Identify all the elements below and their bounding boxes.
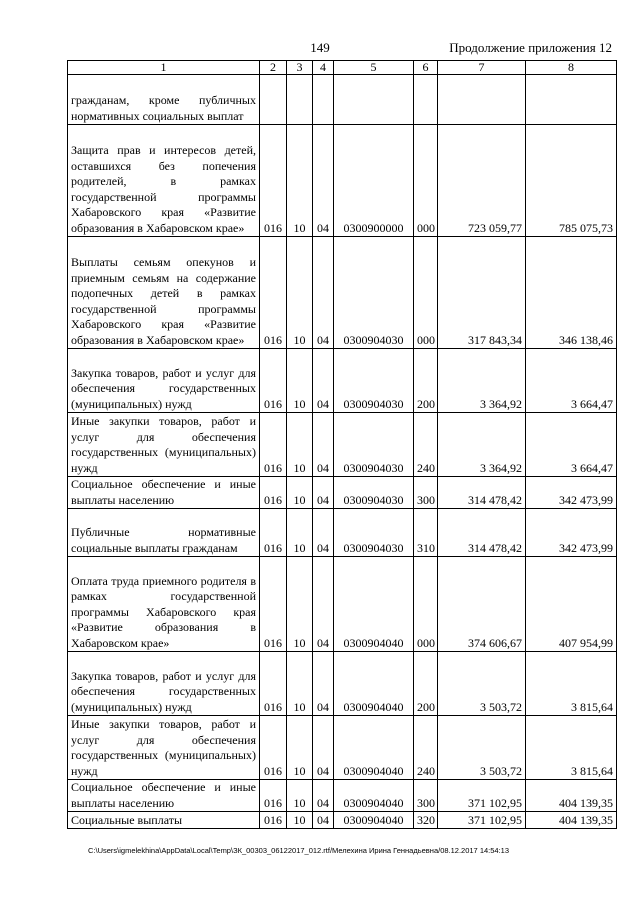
cell-admin-code: 016 [260,509,287,557]
cell-name: Выплаты семьям опекунов и приемным семьям на содержание подопечных детей в рамках государственной программы Хабаровского края «Развитие образования в Хабаровском крае» [68,237,260,349]
cell-target-article: 0300900000 [334,125,414,237]
cell-amount-2018 [438,75,526,125]
table-row [68,477,617,509]
cell-section: 10 [287,780,313,812]
page-number: 149 [310,40,330,55]
column-header: 1 [68,61,260,75]
cell-admin-code: 016 [260,125,287,237]
cell-name: Социальные выплаты [68,812,260,829]
table-row [68,349,617,413]
cell-subsection: 04 [313,557,334,652]
cell-expense-type: 200 [414,349,438,413]
cell-target-article: 0300904030 [334,509,414,557]
cell-amount-2019: 342 473,99 [526,477,617,509]
cell-admin-code: 016 [260,477,287,509]
table-row [68,125,617,237]
cell-name: Защита прав и интересов детей, оставшихся без попечения родителей, в рамках государственной программы Хабаровского края «Развитие образования в Хабаровском крае» [68,125,260,237]
cell-target-article: 0300904040 [334,716,414,780]
cell-name: гражданам, кроме публичных нормативных социальных выплат [68,75,260,125]
cell-expense-type [414,75,438,125]
footer-file-path: C:\Users\igmelekhina\AppData\Local\Temp\ЗК_00303_06122017_012.rtf/Мелехина Ирина Геннадьевна/08.12.2017 14:54:13 [88,846,510,855]
cell-target-article: 0300904030 [334,413,414,477]
cell-target-article: 0300904030 [334,237,414,349]
cell-subsection: 04 [313,477,334,509]
cell-amount-2019 [526,75,617,125]
cell-amount-2019: 3 815,64 [526,716,617,780]
cell-section: 10 [287,557,313,652]
cell-admin-code: 016 [260,349,287,413]
cell-expense-type: 000 [414,237,438,349]
column-header: 3 [287,61,313,75]
cell-amount-2018: 314 478,42 [438,477,526,509]
appendix-caption: Продолжение приложения 12 [449,40,612,55]
cell-subsection [313,75,334,125]
cell-amount-2019: 3 664,47 [526,349,617,413]
cell-expense-type: 000 [414,125,438,237]
cell-section: 10 [287,349,313,413]
cell-amount-2019: 3 664,47 [526,413,617,477]
table-body [68,61,617,829]
cell-admin-code: 016 [260,812,287,829]
cell-amount-2019: 407 954,99 [526,557,617,652]
cell-expense-type: 200 [414,652,438,716]
cell-target-article: 0300904040 [334,780,414,812]
cell-expense-type: 300 [414,780,438,812]
cell-expense-type: 310 [414,509,438,557]
cell-target-article: 0300904040 [334,812,414,829]
cell-subsection: 04 [313,716,334,780]
table-row [68,652,617,716]
cell-expense-type: 240 [414,716,438,780]
cell-subsection: 04 [313,780,334,812]
cell-subsection: 04 [313,125,334,237]
cell-name: Закупка товаров, работ и услуг для обеспечения государственных (муниципальных) нужд [68,349,260,413]
cell-section: 10 [287,237,313,349]
cell-target-article: 0300904040 [334,557,414,652]
cell-expense-type: 300 [414,477,438,509]
cell-admin-code: 016 [260,716,287,780]
cell-admin-code: 016 [260,557,287,652]
cell-expense-type: 240 [414,413,438,477]
cell-admin-code: 016 [260,780,287,812]
cell-amount-2018: 723 059,77 [438,125,526,237]
cell-subsection: 04 [313,812,334,829]
cell-amount-2019: 342 473,99 [526,509,617,557]
cell-amount-2018: 3 503,72 [438,716,526,780]
cell-target-article: 0300904040 [334,652,414,716]
table-row [68,413,617,477]
cell-amount-2018: 314 478,42 [438,509,526,557]
cell-section: 10 [287,413,313,477]
cell-admin-code: 016 [260,237,287,349]
column-header: 4 [313,61,334,75]
budget-table [67,60,617,829]
cell-section: 10 [287,716,313,780]
cell-name: Иные закупки товаров, работ и услуг для обеспечения государственных (муниципальных) нужд [68,716,260,780]
cell-amount-2019: 3 815,64 [526,652,617,716]
cell-subsection: 04 [313,237,334,349]
cell-amount-2019: 404 139,35 [526,812,617,829]
cell-amount-2018: 3 364,92 [438,413,526,477]
cell-expense-type: 000 [414,557,438,652]
cell-subsection: 04 [313,413,334,477]
cell-section [287,75,313,125]
column-header: 6 [414,61,438,75]
table-row [68,812,617,829]
cell-name: Иные закупки товаров, работ и услуг для обеспечения государственных (муниципальных) нужд [68,413,260,477]
table-row [68,557,617,652]
table-row [68,75,617,125]
cell-amount-2018: 3 503,72 [438,652,526,716]
cell-amount-2019: 785 075,73 [526,125,617,237]
cell-name: Оплата труда приемного родителя в рамках государственной программы Хабаровского края «Развитие образования в Хабаровском крае» [68,557,260,652]
cell-amount-2018: 3 364,92 [438,349,526,413]
cell-name: Закупка товаров, работ и услуг для обеспечения государственных (муниципальных) нужд [68,652,260,716]
cell-name: Социальное обеспечение и иные выплаты населению [68,477,260,509]
cell-subsection: 04 [313,349,334,413]
cell-amount-2019: 346 138,46 [526,237,617,349]
table-row [68,237,617,349]
table-row [68,780,617,812]
table-row [68,716,617,780]
cell-amount-2018: 317 843,34 [438,237,526,349]
column-header: 2 [260,61,287,75]
cell-section: 10 [287,477,313,509]
cell-admin-code [260,75,287,125]
cell-admin-code: 016 [260,652,287,716]
cell-amount-2019: 404 139,35 [526,780,617,812]
cell-subsection: 04 [313,509,334,557]
cell-section: 10 [287,509,313,557]
table-row [68,509,617,557]
column-header: 8 [526,61,617,75]
column-header: 5 [334,61,414,75]
header-row [68,61,617,75]
cell-subsection: 04 [313,652,334,716]
cell-expense-type: 320 [414,812,438,829]
cell-section: 10 [287,812,313,829]
cell-target-article: 0300904030 [334,477,414,509]
column-header: 7 [438,61,526,75]
cell-amount-2018: 371 102,95 [438,780,526,812]
cell-amount-2018: 374 606,67 [438,557,526,652]
cell-section: 10 [287,125,313,237]
cell-section: 10 [287,652,313,716]
cell-name: Социальное обеспечение и иные выплаты населению [68,780,260,812]
cell-name: Публичные нормативные социальные выплаты гражданам [68,509,260,557]
cell-target-article: 0300904030 [334,349,414,413]
cell-admin-code: 016 [260,413,287,477]
cell-target-article [334,75,414,125]
cell-amount-2018: 371 102,95 [438,812,526,829]
